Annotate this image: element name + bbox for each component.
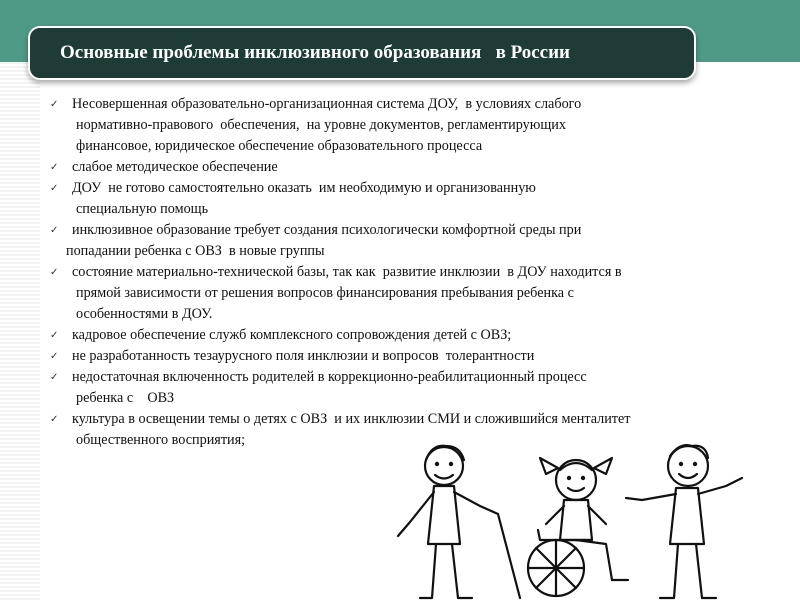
checkmark-icon: ✓ bbox=[50, 372, 59, 383]
checkmark-icon: ✓ bbox=[50, 99, 59, 110]
checkmark-icon: ✓ bbox=[50, 330, 59, 341]
checkmark-icon: ✓ bbox=[50, 183, 59, 194]
checkmark-icon: ✓ bbox=[50, 351, 59, 362]
slide-title: Основные проблемы инклюзивного образования в России bbox=[60, 42, 570, 63]
bullet-line: кадровое обеспечение служб комплексного сопровождения детей с ОВЗ; bbox=[72, 327, 512, 343]
bullet-item bbox=[46, 94, 786, 157]
bullet-line: ребенка с ОВЗ bbox=[76, 390, 175, 406]
bullet-line: состояние материально-технической базы, так как развитие инклюзии в ДОУ находится в bbox=[72, 264, 622, 280]
checkmark-icon: ✓ bbox=[50, 414, 59, 425]
left-decor-strip bbox=[0, 62, 40, 600]
bullet-line: недостаточная включенность родителей в коррекционно-реабилитационный процесс bbox=[72, 369, 587, 385]
bullet-line: не разработанность тезаурусного поля инклюзии и вопросов толерантности bbox=[72, 348, 535, 364]
checkmark-icon: ✓ bbox=[50, 162, 59, 173]
bullet-line: специальную помощь bbox=[76, 201, 209, 217]
checkmark-icon: ✓ bbox=[50, 267, 59, 278]
title-box bbox=[28, 26, 696, 80]
bullet-line: Несовершенная образовательно-организационная система ДОУ, в условиях слабого bbox=[72, 96, 582, 112]
children-illustration bbox=[380, 440, 780, 600]
bullet-line: инклюзивное образование требует создания психологически комфортной среды при bbox=[72, 222, 582, 238]
bullet-line: прямой зависимости от решения вопросов финансирования пребывания ребенка с bbox=[76, 285, 574, 301]
bullet-item bbox=[46, 367, 786, 409]
boy-waving-figure bbox=[626, 445, 742, 598]
children-with-disabilities-illustration bbox=[380, 440, 780, 600]
bullet-line: ДОУ не готово самостоятельно оказать им необходимую и организованную bbox=[72, 180, 536, 196]
bullet-line: нормативно-правового обеспечения, на уровне документов, регламентирующих bbox=[76, 117, 566, 133]
bullet-line: общественного восприятия; bbox=[76, 432, 246, 448]
bullet-item bbox=[46, 325, 786, 346]
girl-in-wheelchair-figure bbox=[528, 458, 628, 596]
checkmark-icon: ✓ bbox=[50, 225, 59, 236]
bullet-line: культура в освещении темы о детях с ОВЗ и их инклюзии СМИ и сложившийся менталитет bbox=[72, 411, 631, 427]
bullet-item bbox=[46, 178, 786, 220]
bullet-line: особенностями в ДОУ. bbox=[76, 306, 213, 322]
bullet-line: попадании ребенка с ОВЗ в новые группы bbox=[66, 243, 325, 259]
bullet-item bbox=[46, 157, 786, 178]
boy-with-cane-figure bbox=[398, 446, 520, 598]
bullet-item bbox=[46, 262, 786, 325]
bullet-line: слабое методическое обеспечение bbox=[72, 159, 278, 175]
bullet-item bbox=[46, 346, 786, 367]
bullet-item bbox=[46, 220, 786, 262]
bullet-line: финансовое, юридическое обеспечение образовательного процесса bbox=[76, 138, 483, 154]
bullet-list bbox=[46, 94, 786, 451]
